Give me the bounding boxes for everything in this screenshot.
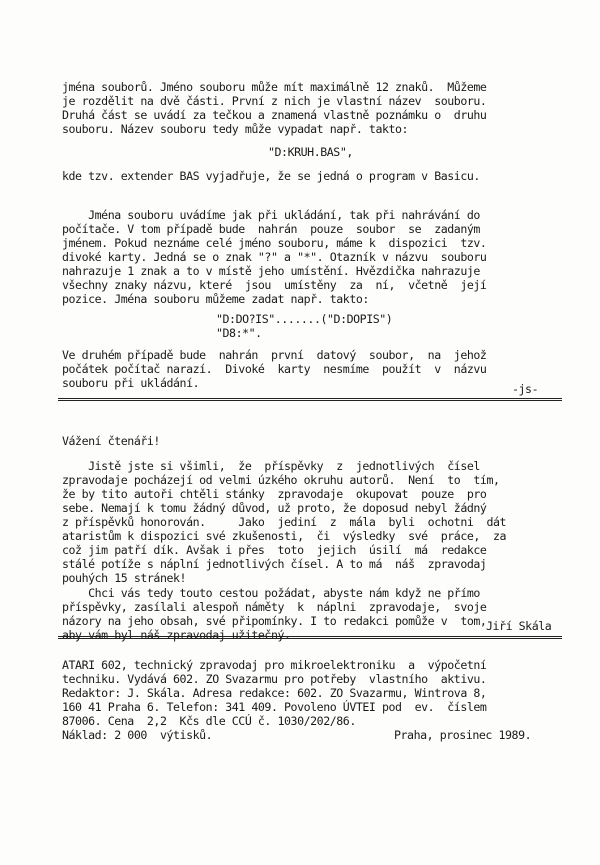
colophon-line: ATARI 602, technický zpravodaj pro mikroelektroniku a výpočetní (62, 658, 487, 672)
paragraph-line: pozice. Jména souboru můžeme zadat např. takto: (62, 292, 369, 306)
paragraph-line: sebe. Nemají k tomu žádný důvod, už proto, že doposud nebyl žádný (62, 501, 487, 515)
colophon-line: techniku. Vydává 602. ZO Svazarmu pro potřeby vlastního aktivu. (62, 672, 487, 686)
paragraph-line: Ve druhém případě bude nahrán první datový soubor, na jehož (62, 348, 487, 362)
place-and-date: Praha, prosinec 1989. (394, 728, 532, 742)
paragraph-line: je rozdělit na dvě části. První z nich je vlastní název souboru. (62, 94, 487, 108)
paragraph-line: Druhá část se uvádí za tečkou a znamená vlastně poznámku o druhu (62, 108, 487, 122)
author-signature: -js- (512, 382, 539, 396)
paragraph-line: jména souborů. Jméno souboru může mít maximálně 12 znaků. Můžeme (62, 80, 487, 94)
colophon-line: Redaktor: J. Skála. Adresa redakce: 602. ZO Svazarmu, Wintrova 8, (62, 686, 487, 700)
paragraph-line: počátek počítač narazí. Divoké karty nesmíme použít v názvu (62, 362, 487, 376)
filename-example: "D:KRUH.BAS", (268, 145, 353, 159)
wildcard-example: "D8:*". (216, 326, 262, 340)
paragraph-line: všechny znaky názvu, které jsou umístěny za ní, včetně její (62, 278, 487, 292)
paragraph-line: pouhých 15 stránek! (62, 571, 187, 585)
paragraph-line: názory na jeho obsah, své připomínky. I to redakci pomůže v tom, (62, 614, 487, 628)
paragraph-line: z příspěvků honorován. Jako jediní z mála byli ochotni dát (62, 515, 507, 529)
colophon-line: 87006. Cena 2,2 Kčs dle CCÚ č. 1030/202/86. (62, 714, 356, 728)
paragraph-line: Jména souboru uvádíme jak při ukládání, tak při nahrávání do (62, 208, 480, 222)
paragraph-line: zpravodaje pocházejí od velmi úzkého okruhu autorů. Není to tím, (62, 473, 500, 487)
paragraph-line: Jistě jste si všimli, že příspěvky z jednotlivých čísel (62, 459, 480, 473)
paragraph-line: že by tito autoři chtěli stánky zpravodaje okupovat pouze pro (62, 487, 487, 501)
colophon-line: 160 41 Praha 6. Telefon: 341 409. Povoleno ÚVTEI pod ev. číslem (62, 700, 487, 714)
paragraph-line: Chci vás tedy touto cestou požádat, abyste nám když ne přímo (62, 586, 480, 600)
paragraph-line: stálé potíže s náplní jednotlivých čísel. A to má náš zpravodaj (62, 557, 487, 571)
wildcard-example: "D:DO?IS".......("D:DOPIS") (216, 312, 393, 326)
double-rule-divider (58, 636, 562, 639)
paragraph-line: příspěvky, zasílali alespoň náměty k náplni zpravodaje, svoje (62, 600, 487, 614)
double-rule-divider (58, 398, 562, 401)
paragraph-line: počítače. V tom případě bude nahrán pouze soubor se zadaným (62, 222, 480, 236)
paragraph-line: souboru při ukládání. (62, 376, 200, 390)
letter-signature: Jiří Skála (486, 619, 552, 633)
paragraph-line: souboru. Název souboru tedy může vypadat např. takto: (62, 122, 409, 136)
print-run: Náklad: 2 000 výtisků. (62, 728, 213, 742)
paragraph-line: ataristům k dispozici své zkušenosti, či výsledky své práce, za (62, 529, 507, 543)
paragraph-line: divoké karty. Jedná se o znak "?" a "*". Otazník v názvu souboru (62, 250, 487, 264)
paragraph-line: jménem. Pokud neznáme celé jméno souboru, máme k dispozici tzv. (62, 236, 487, 250)
letter-greeting: Vážení čtenáři! (62, 434, 160, 448)
paragraph-line: nahrazuje 1 znak a to v místě jeho umístění. Hvězdička nahrazuje (62, 264, 480, 278)
paragraph-line: kde tzv. extender BAS vyjadřuje, že se jedná o program v Basicu. (62, 169, 480, 183)
paragraph-line: aby vám byl náš zpravodaj užitečný. (62, 628, 291, 642)
paragraph-line: což jim patří dík. Avšak i přes toto jejich úsilí má redakce (62, 543, 487, 557)
